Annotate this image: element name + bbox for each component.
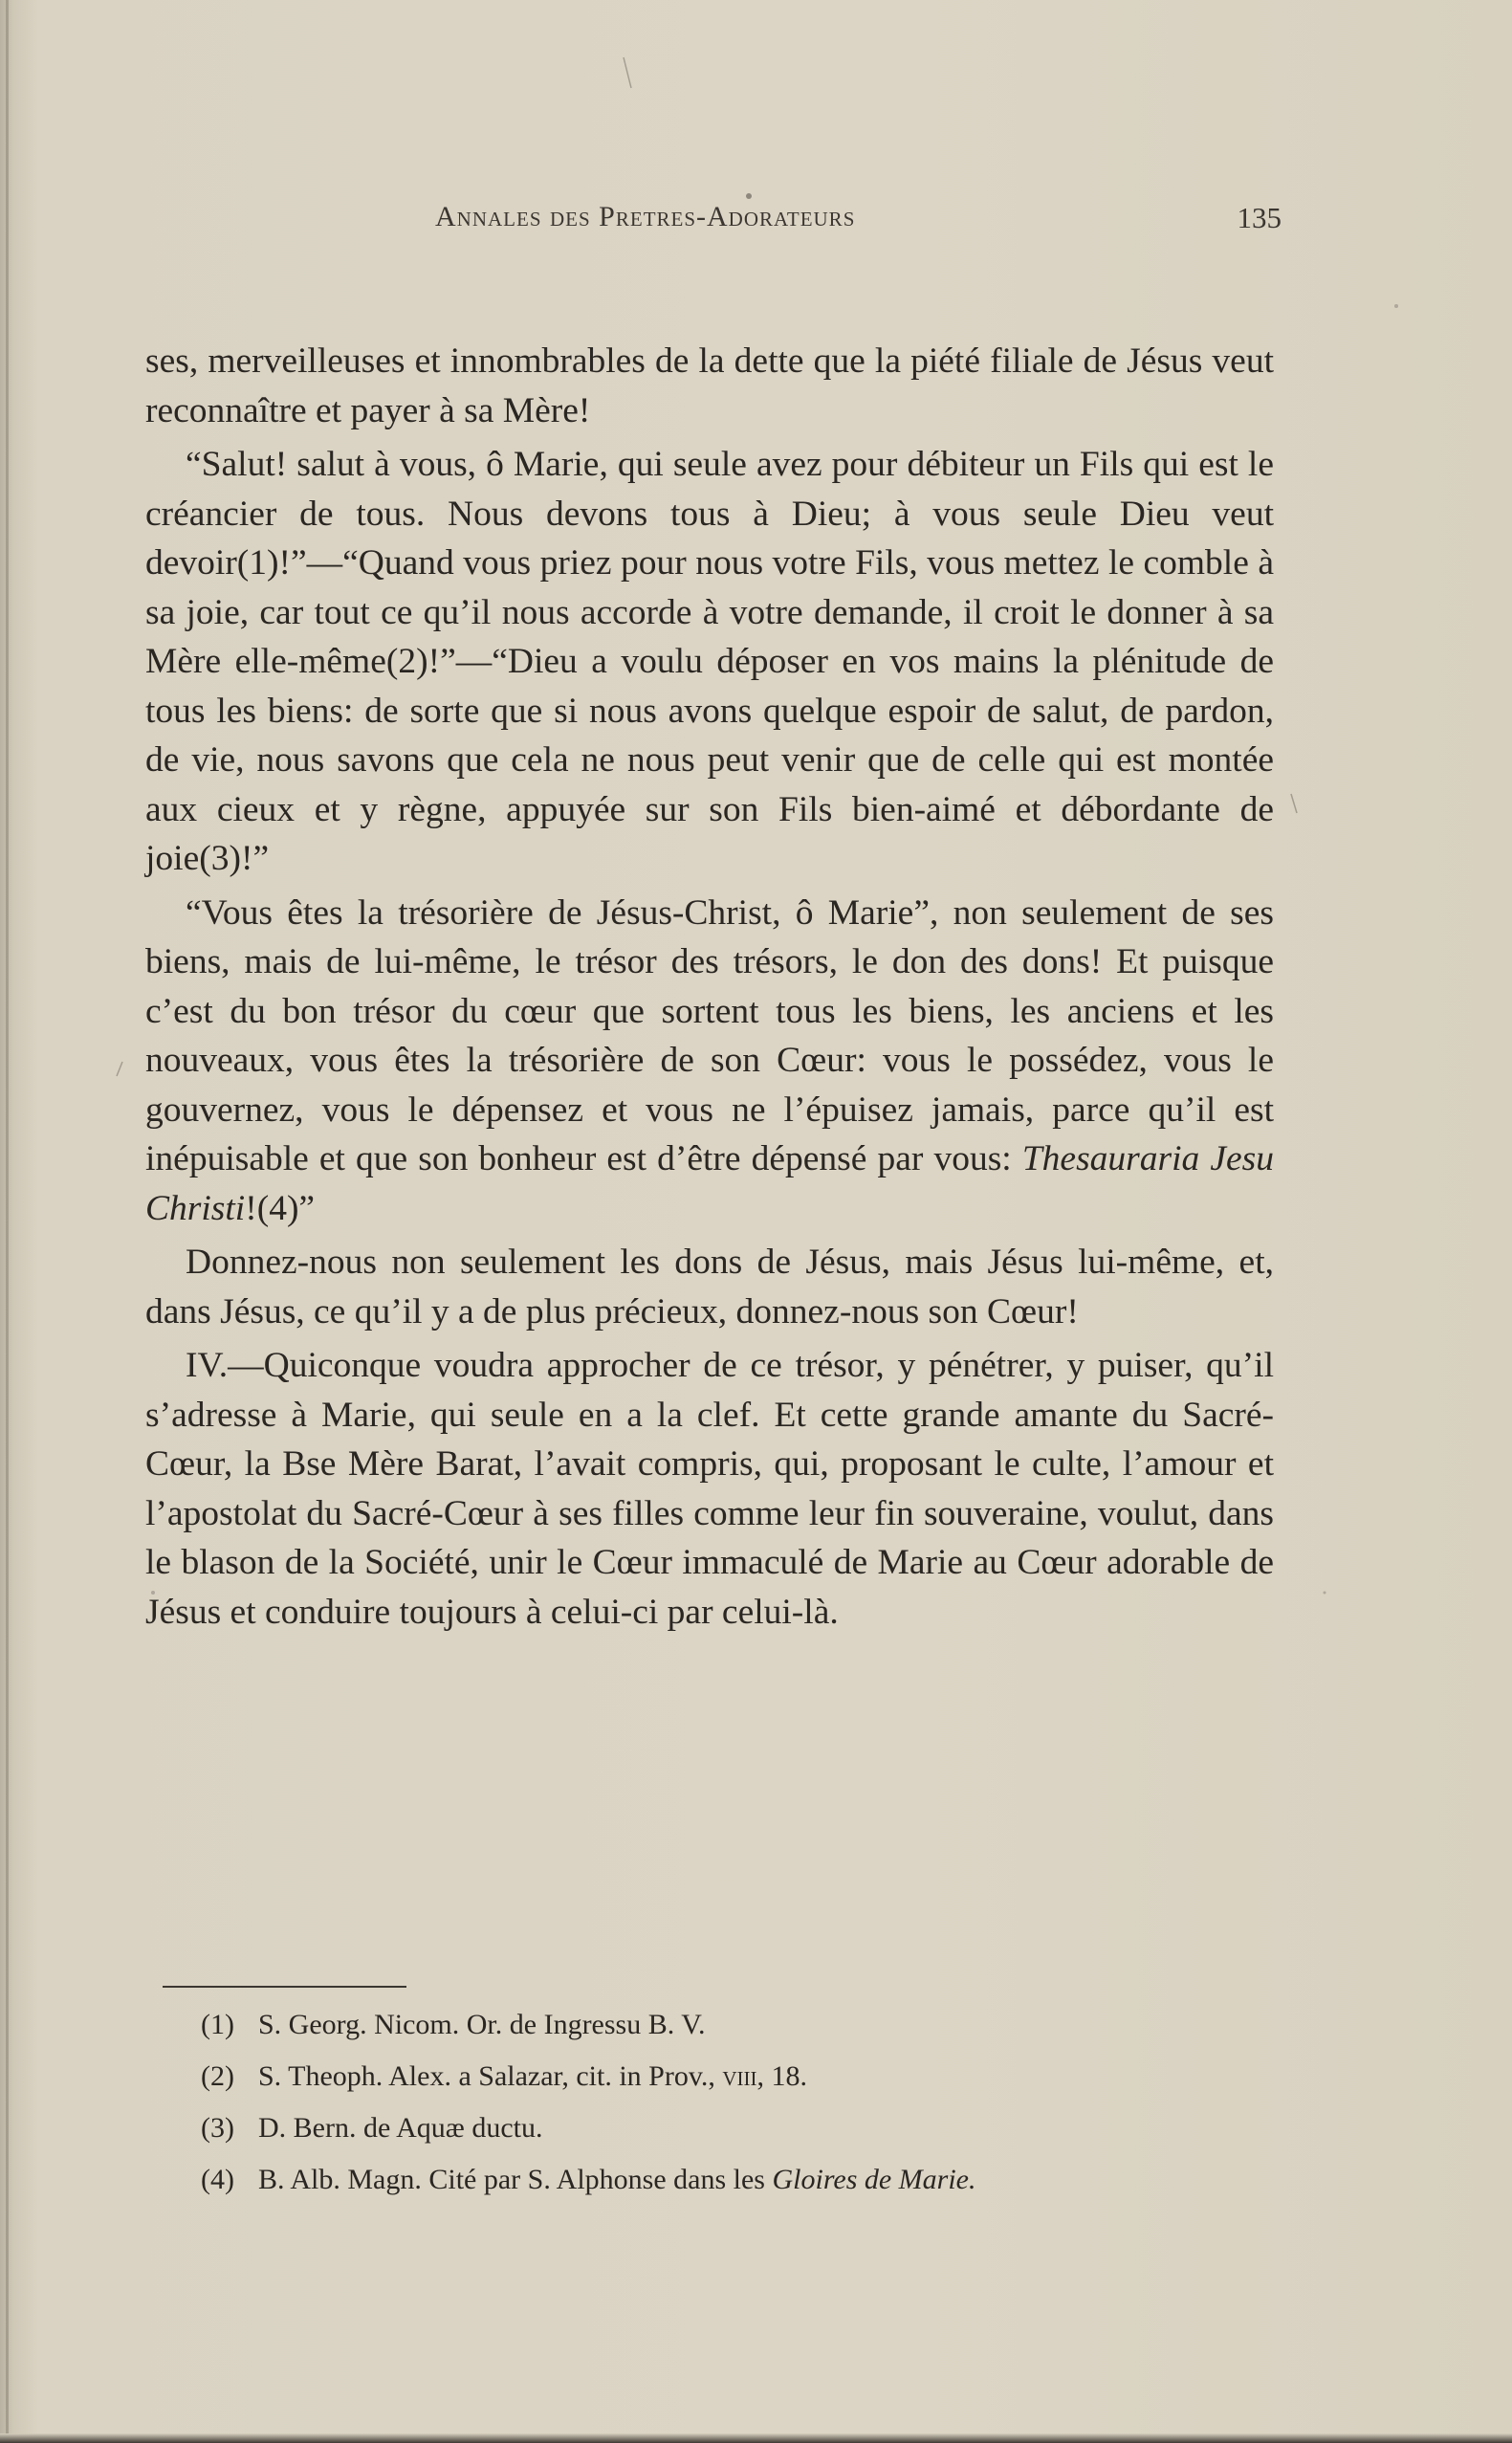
page-bottom-edge xyxy=(0,2433,1512,2443)
paragraph-1: ses, merveilleuses et innombrables de la dette que la piété filiale de Jésus veut reconnaître et payer à sa Mère! xyxy=(145,341,1274,430)
paragraph-4: Donnez-nous non seulement les dons de Jésus, mais Jésus lui-même, et, dans Jésus, ce qu’il y a de plus précieux, donnez-nous son Cœur! xyxy=(145,1243,1274,1332)
footnote-number: (4) xyxy=(201,2164,234,2195)
footnote xyxy=(201,2102,1253,2154)
page-gutter-edge xyxy=(6,0,9,2443)
paragraph-3-latin-phrase: Thesauraria Jesu Christi xyxy=(145,1139,1274,1228)
paragraph-2: “Salut! salut à vous, ô Marie, qui seule avez pour débiteur un Fils qui est le créancier de tous. Nous devons tous à Dieu; à vous seule Dieu veut devoir(1)!”—“Quand vous priez pour nous votre Fils, vous mettez le comble à sa joie, car tout ce qu’il nous accorde à votre demande, il croit le donner à sa Mère elle-même(2)!”—“Dieu a voulu déposer en vos mains la plénitude de tous les biens: de sorte que si nous avons quelque espoir de salut, de pardon, de vie, nous savons que cela ne nous peut venir que de celle qui est montée aux cieux et y règne, appuyée sur son Fils bien-aimé et débordante de joie(3)!” xyxy=(145,445,1274,878)
paragraph-3-text: “Vous êtes la trésorière de Jésus-Christ, ô Marie”, non seulement de ses biens, mais de lui-même, le trésor des trésors, le don des dons! Et puisque c’est du bon trésor du cœur que sortent tous les biens, les anciens et les nouveaux, vous êtes la trésorière de son Cœur: vous le possédez, vous le gouvernez, vous le dépensez et vous ne l’épuisez jamais, parce qu’il est inépuisable et que son bonheur est d’être dépensé par vous: xyxy=(145,892,1274,1178)
body-text xyxy=(145,337,1274,1637)
footnote-roman-numeral: viii xyxy=(722,2060,757,2092)
footnote-title-italic: Gloires de Marie. xyxy=(772,2164,976,2195)
footnote-text-after: , 18. xyxy=(756,2060,808,2092)
footnote xyxy=(201,2154,1253,2206)
footnote xyxy=(201,2051,1253,2102)
footnote-text: S. Theoph. Alex. a Salazar, cit. in Prov., xyxy=(258,2060,715,2092)
footnote-text: D. Bern. de Aquæ ductu. xyxy=(258,2112,543,2144)
footnotes xyxy=(201,1999,1253,2206)
footnote-number: (1) xyxy=(201,2009,234,2040)
paragraph-5: IV.—Quiconque voudra approcher de ce trésor, y pénétrer, y puiser, qu’il s’adresse à Marie, qui seule en a la clef. Et cette grande amante du Sacré-Cœur, la Bse Mère Barat, l’avait compris, qui, proposant le culte, l’amour et l’apostolat du Sacré-Cœur à ses filles comme leur fin souveraine, voulut, dans le blason de la Société, unir le Cœur immaculé de Marie au Cœur adorable de Jésus et conduire toujours à celui-ci par celui-là. xyxy=(145,1346,1274,1632)
footnote-separator xyxy=(163,1986,406,1988)
footnote xyxy=(201,1999,1253,2051)
footnote-number: (3) xyxy=(201,2112,234,2144)
paragraph-3-ending: !(4)” xyxy=(245,1188,316,1228)
running-title: Annales des Pretres-Adorateurs xyxy=(435,201,856,232)
running-head xyxy=(143,201,1282,249)
footnote-number: (2) xyxy=(201,2060,234,2092)
page-number: 135 xyxy=(1237,201,1282,234)
footnote-text: S. Georg. Nicom. Or. de Ingressu B. V. xyxy=(258,2009,706,2040)
footnote-text: B. Alb. Magn. Cité par S. Alphonse dans les xyxy=(258,2164,765,2195)
paragraph-3 xyxy=(145,889,1274,1234)
